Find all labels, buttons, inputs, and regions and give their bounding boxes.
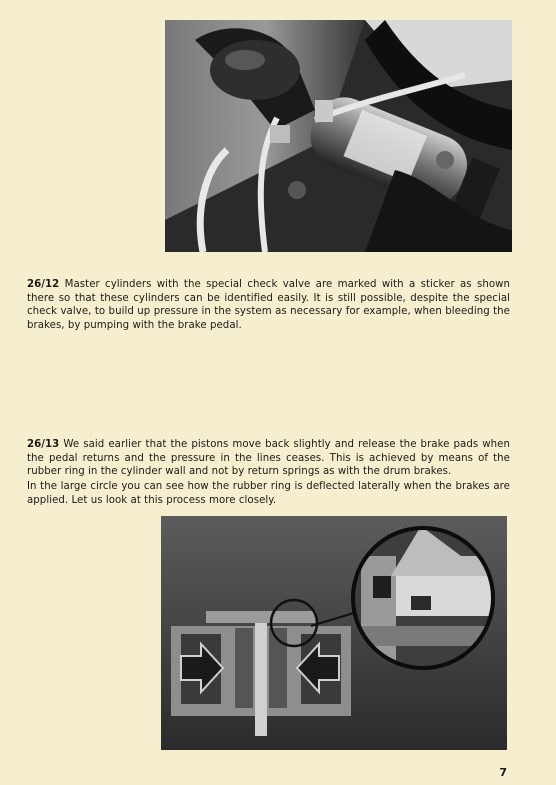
paragraph-text: We said earlier that the pistons move back slightly and release the brake pads when the pedal returns and the pressure in the lines ceases. This is achieved by means of the rubber ring in the cylinder wall and not by return springs as with the drum brakes.	[27, 439, 510, 478]
paragraph-26-13-continued	[27, 480, 510, 507]
page-number: 7	[499, 766, 507, 779]
paragraph-text: Master cylinders with the special check valve are marked with a sticker as shown there so that these cylinders can be identified easily. It is still possible, despite the special check valve, to build up pressure in the system as necessary for example, when bleeding the brakes, by pumping with the brake pedal.	[27, 279, 510, 331]
paragraph-26-12	[27, 278, 510, 332]
paragraph-26-13	[27, 438, 510, 479]
section-number: 26/13	[27, 439, 60, 451]
master-cylinder-photo	[165, 20, 512, 252]
caliper-cutaway-photo	[161, 516, 507, 750]
paragraph-text: In the large circle you can see how the rubber ring is deflected laterally when the brakes are applied. Let us look at this process more closely.	[27, 481, 510, 506]
section-number: 26/12	[27, 279, 60, 291]
